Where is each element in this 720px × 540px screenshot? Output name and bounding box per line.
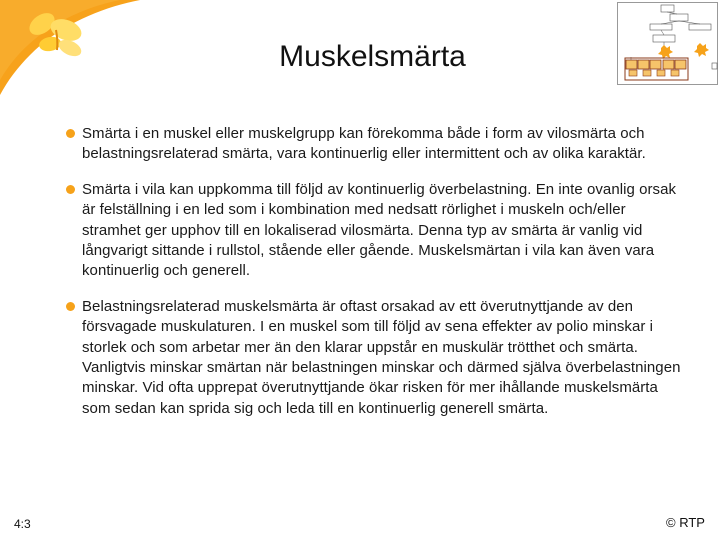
slide-number: 4:3 [14, 517, 31, 531]
bullet-item [66, 297, 686, 419]
copyright-text: © RTP [666, 515, 705, 530]
bullet-dot-icon [66, 302, 75, 311]
bullet-text: Smärta i vila kan uppkomma till följd av kontinuerlig överbelastning. En inte ovanlig orsak är felställning i en led som i kombination med nedsatt rörlighet i muskeln och/eller stramhet ger upphov till en lokaliserad vilosmärta. Denna typ av smärta är vanlig vid långvarigt sittande i rullstol, stående eller gående. Muskelsmärtan i vila kan även vara kontinuerlig och generell. [82, 180, 677, 280]
bullet-item [66, 124, 686, 165]
bullet-text: Smärta i en muskel eller muskelgrupp kan förekomma både i form av vilosmärta och belastningsrelaterad smärta, vara kontinuerlig eller intermittent och av olika karaktär. [82, 125, 646, 163]
flowchart-thumbnail-icon [617, 2, 718, 85]
bullet-text: Belastningsrelaterad muskelsmärta är oftast orsakad av ett överutnyttjande av den försvagade muskulaturen. I en muskel som till följd av sena effekter av polio minskar i storlek och som arbetar mer än den klarar uppstår en muskulär trötthet och smärta. Vanligtvis minskar smärtan när belastningen minskar och därmed själva överbelastningen minskar. Vid ofta upprepat överutnyttjande ökar risken för mer ihållande muskelsmärta som sedan kan sprida sig och leda till en kontinuerlig generell smärta. [82, 297, 681, 417]
bullet-item [66, 180, 686, 282]
bullet-dot-icon [66, 129, 75, 138]
bullet-list [66, 124, 686, 434]
slide-title: Muskelsmärta [279, 40, 466, 73]
bullet-dot-icon [66, 185, 75, 194]
